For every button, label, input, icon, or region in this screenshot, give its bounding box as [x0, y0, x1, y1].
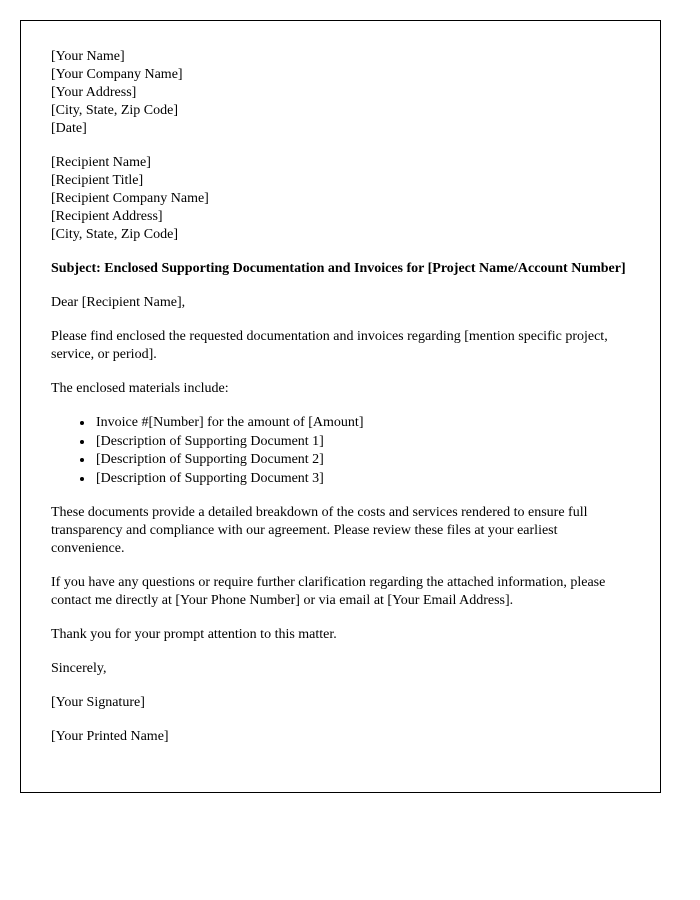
enclosure-item-doc2: • [Description of Supporting Document 2]: [94, 451, 630, 470]
salutation: Dear [Recipient Name],: [51, 295, 186, 310]
recipient-city-state-zip: [City, State, Zip Code]: [51, 227, 179, 242]
sender-block: [51, 48, 630, 138]
signature-placeholder: [Your Signature]: [51, 695, 145, 710]
recipient-name: [Recipient Name]: [51, 155, 151, 170]
sender-name: [Your Name]: [51, 49, 125, 64]
enclosure-item-doc1: • [Description of Supporting Document 1]: [94, 433, 630, 452]
breakdown-paragraph: These documents provide a detailed breakdown of the costs and services rendered to ensure full transparency and compliance with our agreement. Please review these files at your earliest convenience.: [51, 505, 588, 556]
sender-city-state-zip: [City, State, Zip Code]: [51, 103, 179, 118]
sender-address: [Your Address]: [51, 85, 137, 100]
questions-paragraph: If you have any questions or require further clarification regarding the attached information, please contact me directly at [Your Phone Number] or via email at [Your Email Address].: [51, 575, 606, 608]
letter-date: [Date]: [51, 121, 87, 136]
recipient-address: [Recipient Address]: [51, 209, 163, 224]
subject-line: Subject: Enclosed Supporting Documentation and Invoices for [Project Name/Account Number]: [51, 261, 626, 276]
recipient-block: [51, 154, 630, 244]
intro-paragraph: Please find enclosed the requested documentation and invoices regarding [mention specific project, service, or period].: [51, 329, 608, 362]
thanks-paragraph: Thank you for your prompt attention to this matter.: [51, 627, 337, 642]
printed-name-placeholder: [Your Printed Name]: [51, 729, 169, 744]
closing: Sincerely,: [51, 661, 107, 676]
recipient-title: [Recipient Title]: [51, 173, 144, 188]
recipient-company: [Recipient Company Name]: [51, 191, 209, 206]
enclosure-item-doc3: • [Description of Supporting Document 3]: [94, 470, 630, 489]
materials-intro: The enclosed materials include:: [51, 381, 229, 396]
enclosure-item-invoice: • Invoice #[Number] for the amount of [Amount]: [94, 414, 630, 433]
letter-document: [20, 20, 661, 793]
sender-company: [Your Company Name]: [51, 67, 183, 82]
enclosure-list: [51, 414, 630, 488]
